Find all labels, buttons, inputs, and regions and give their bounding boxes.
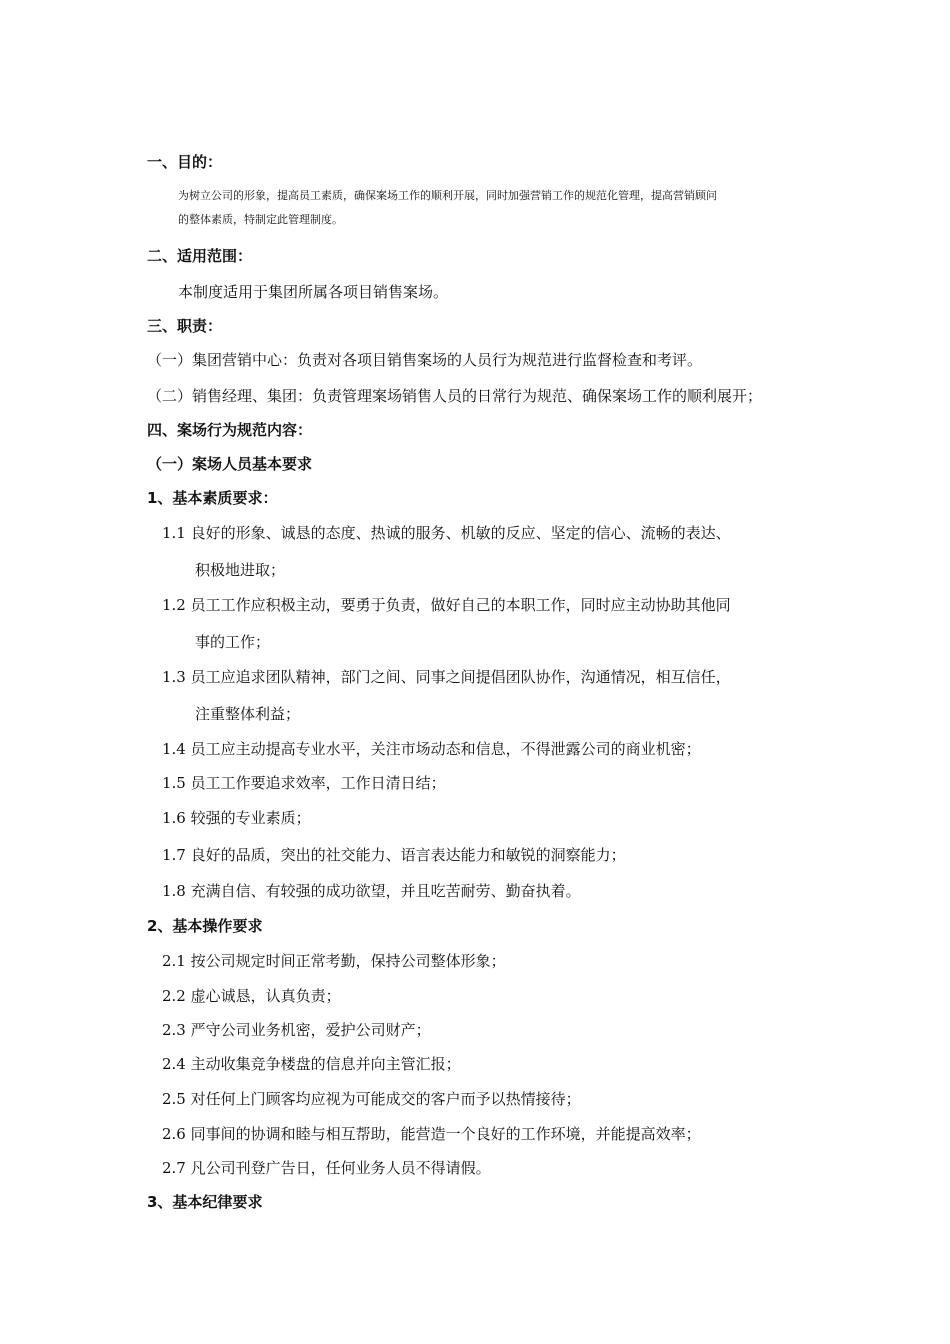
quality-item-1-7: 1.7 良好的品质，突出的社交能力、语言表达能力和敏锐的洞察能力； xyxy=(162,846,626,864)
duty-item-1: （一）集团营销中心：负责对各项目销售案场的人员行为规范进行监督检查和考评。 xyxy=(147,351,703,369)
quality-item-1-4: 1.4 员工应主动提高专业水平，关注市场动态和信息，不得泄露公司的商业机密； xyxy=(162,740,701,758)
operation-item-2-4: 2.4 主动收集竞争楼盘的信息并向主管汇报； xyxy=(162,1055,461,1073)
operation-item-2-7: 2.7 凡公司刊登广告日，任何业务人员不得请假。 xyxy=(162,1159,491,1177)
subheading-basic-requirements: （一）案场人员基本要求 xyxy=(147,455,313,473)
heading-basic-operation: 2、基本操作要求 xyxy=(147,917,263,935)
quality-item-1-6: 1.6 较强的专业素质； xyxy=(162,809,311,827)
heading-conduct: 四、案场行为规范内容： xyxy=(147,421,313,439)
quality-item-1-1: 1.1 良好的形象、诚恳的态度、热诚的服务、机敏的反应、坚定的信心、流畅的表达、 xyxy=(162,524,731,542)
quality-item-1-5: 1.5 员工工作要追求效率，工作日清日结； xyxy=(162,774,446,792)
quality-item-1-2-cont: 事的工作； xyxy=(195,633,271,651)
quality-item-1-2: 1.2 员工工作应积极主动，要勇于负责，做好自己的本职工作，同时应主动协助其他同 xyxy=(162,596,731,614)
quality-item-1-1-cont: 积极地进取； xyxy=(195,561,286,579)
quality-item-1-3: 1.3 员工应追求团队精神，部门之间、同事之间提倡团队协作，沟通情况，相互信任， xyxy=(162,668,731,686)
operation-item-2-3: 2.3 严守公司业务机密，爱护公司财产； xyxy=(162,1021,431,1039)
quality-item-1-8: 1.8 充满自信、有较强的成功欲望，并且吃苦耐劳、勤奋执着。 xyxy=(162,882,581,900)
purpose-text-line2: 的整体素质，特制定此管理制度。 xyxy=(178,213,343,226)
operation-item-2-1: 2.1 按公司规定时间正常考勤，保持公司整体形象； xyxy=(162,952,506,970)
duty-item-2: （二）销售经理、集团：负责管理案场销售人员的日常行为规范、确保案场工作的顺利展开； xyxy=(147,387,763,405)
operation-item-2-6: 2.6 同事间的协调和睦与相互帮助，能营造一个良好的工作环境，并能提高效率； xyxy=(162,1125,701,1143)
heading-duties: 三、职责： xyxy=(147,317,223,335)
heading-basic-discipline: 3、基本纪律要求 xyxy=(147,1193,263,1211)
scope-text: 本制度适用于集团所属各项目销售案场。 xyxy=(178,283,449,301)
heading-scope: 二、适用范围： xyxy=(147,247,253,265)
heading-basic-quality: 1、基本素质要求： xyxy=(147,489,278,507)
purpose-text-line1: 为树立公司的形象，提高员工素质，确保案场工作的顺利开展，同时加强营销工作的规范化管理，提高营销顾问 xyxy=(178,189,717,202)
operation-item-2-2: 2.2 虚心诚恳，认真负责； xyxy=(162,987,341,1005)
operation-item-2-5: 2.5 对任何上门顾客均应视为可能成交的客户而予以热情接待； xyxy=(162,1090,581,1108)
heading-purpose: 一、目的： xyxy=(147,153,223,171)
quality-item-1-3-cont: 注重整体利益； xyxy=(195,705,301,723)
